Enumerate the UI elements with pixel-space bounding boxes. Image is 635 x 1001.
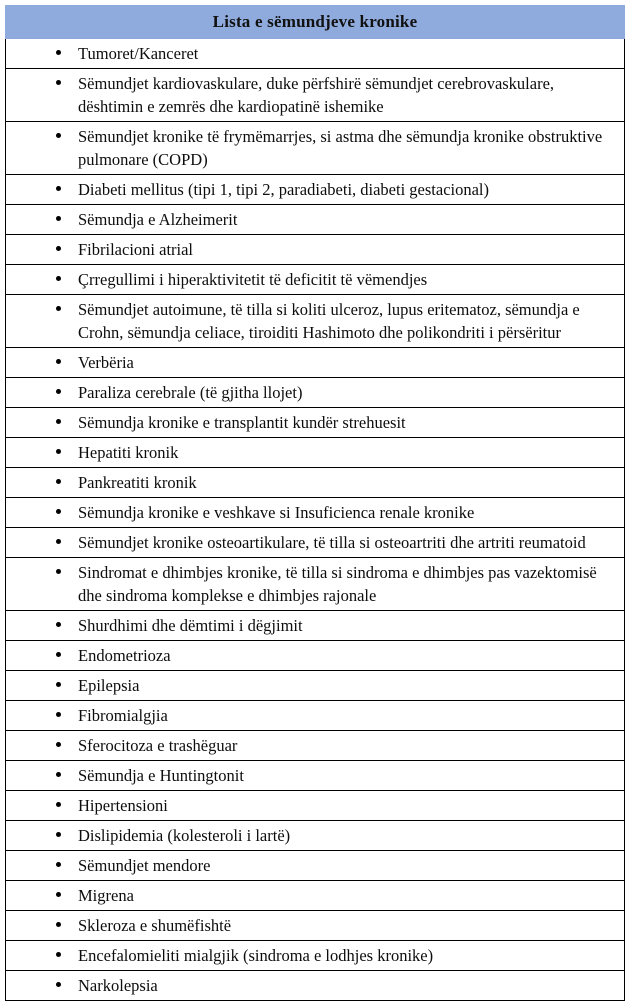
table-row <box>6 39 625 69</box>
table-cell <box>6 611 625 641</box>
table-row <box>6 498 625 528</box>
table-row <box>6 791 625 821</box>
list-item <box>6 911 624 940</box>
list-item-label: Hipertensioni <box>78 796 168 815</box>
list-item-label: Endometrioza <box>78 646 171 665</box>
table-cell <box>6 468 625 498</box>
bullet-icon <box>6 704 61 727</box>
table-row <box>6 881 625 911</box>
bullet-icon <box>6 884 61 907</box>
table-cell <box>6 761 625 791</box>
list-item <box>6 791 624 820</box>
list-item <box>6 641 624 670</box>
list-item-label: Sëmundjet kronike osteoartikulare, të tilla si osteoartriti dhe artriti reumatoid <box>78 533 586 552</box>
list-item-label: Hepatiti kronik <box>78 443 179 462</box>
bullet-icon <box>6 974 61 997</box>
table-row <box>6 295 625 348</box>
list-item-label: Sindromat e dhimbjes kronike, të tilla si sindroma e dhimbjes pas vazektomisë dhe sindroma komplekse e dhimbjes rajonale <box>78 563 597 605</box>
list-item-label: Sferocitoza e trashëguar <box>78 736 238 755</box>
list-item-label: Fibrilacioni atrial <box>78 240 194 259</box>
table-header-row <box>6 6 625 39</box>
bullet-icon <box>6 42 61 65</box>
table-cell <box>6 69 625 122</box>
bullet-icon <box>6 125 61 148</box>
bullet-icon <box>6 501 61 524</box>
list-item <box>6 701 624 730</box>
table-cell <box>6 911 625 941</box>
list-item <box>6 348 624 377</box>
table-cell <box>6 558 625 611</box>
table-header-cell <box>6 6 625 39</box>
bullet-icon <box>6 381 61 404</box>
disease-list-table <box>5 5 625 1001</box>
table-row <box>6 468 625 498</box>
list-item-label: Skleroza e shumëfishtë <box>78 916 232 935</box>
table-cell <box>6 295 625 348</box>
list-item <box>6 731 624 760</box>
table-cell <box>6 122 625 175</box>
list-item-label: Fibromialgjia <box>78 706 168 725</box>
table-cell <box>6 175 625 205</box>
table-row <box>6 671 625 701</box>
list-item <box>6 761 624 790</box>
table-row <box>6 851 625 881</box>
list-item-label: Sëmundjet kronike të frymëmarrjes, si astma dhe sëmundja kronike obstruktive pulmonare (COPD) <box>78 127 603 169</box>
bullet-icon <box>6 764 61 787</box>
table-row <box>6 408 625 438</box>
table-row <box>6 265 625 295</box>
table-body <box>6 39 625 1001</box>
table-cell <box>6 671 625 701</box>
list-item-label: Diabeti mellitus (tipi 1, tipi 2, paradiabeti, diabeti gestacional) <box>78 180 490 199</box>
list-item <box>6 611 624 640</box>
table-row <box>6 701 625 731</box>
list-item-label: Dislipidemia (kolesteroli i lartë) <box>78 826 291 845</box>
list-item-label: Epilepsia <box>78 676 140 695</box>
bullet-icon <box>6 644 61 667</box>
bullet-icon <box>6 471 61 494</box>
list-item-label: Sëmundja e Huntingtonit <box>78 766 244 785</box>
table-cell <box>6 235 625 265</box>
table-row <box>6 971 625 1001</box>
table-row <box>6 175 625 205</box>
table-row <box>6 731 625 761</box>
bullet-icon <box>6 914 61 937</box>
list-item-label: Sëmundjet kardiovaskulare, duke përfshirë sëmundjet cerebrovaskulare, dështimin e zemrës dhe kardiopatinë ishemike <box>78 74 555 116</box>
bullet-icon <box>6 674 61 697</box>
table-cell <box>6 498 625 528</box>
bullet-icon <box>6 441 61 464</box>
table-cell <box>6 378 625 408</box>
list-item <box>6 558 624 610</box>
list-item <box>6 235 624 264</box>
table-cell <box>6 701 625 731</box>
list-item-label: Shurdhimi dhe dëmtimi i dëgjimit <box>78 616 303 635</box>
list-item-label: Sëmundja kronike e veshkave si Insuficienca renale kronike <box>78 503 475 522</box>
list-item <box>6 295 624 347</box>
table-row <box>6 761 625 791</box>
bullet-icon <box>6 944 61 967</box>
bullet-icon <box>6 734 61 757</box>
bullet-icon <box>6 238 61 261</box>
list-item-label: Tumoret/Kanceret <box>78 44 199 63</box>
table-row <box>6 205 625 235</box>
list-item <box>6 39 624 68</box>
list-item-label: Sëmundjet autoimune, të tilla si koliti ulceroz, lupus eritematoz, sëmundja e Crohn, sëmundja celiace, tiroiditi Hashimoto dhe polikondriti i përsëritur <box>78 300 580 342</box>
table-row <box>6 911 625 941</box>
table-row <box>6 69 625 122</box>
table-cell <box>6 941 625 971</box>
list-item-label: Encefalomieliti mialgjik (sindroma e lodhjes kronike) <box>78 946 434 965</box>
table-cell <box>6 731 625 761</box>
list-item <box>6 265 624 294</box>
table-row <box>6 378 625 408</box>
bullet-icon <box>6 208 61 231</box>
list-item <box>6 881 624 910</box>
table-cell <box>6 348 625 378</box>
table-cell <box>6 39 625 69</box>
bullet-icon <box>6 531 61 554</box>
list-item <box>6 69 624 121</box>
table-row <box>6 235 625 265</box>
bullet-icon <box>6 268 61 291</box>
list-item <box>6 941 624 970</box>
list-item <box>6 122 624 174</box>
table-row <box>6 348 625 378</box>
list-item <box>6 851 624 880</box>
list-item-label: Çrregullimi i hiperaktivitetit të deficitit të vëmendjes <box>78 270 428 289</box>
list-item <box>6 528 624 557</box>
table-row <box>6 558 625 611</box>
list-item-label: Pankreatiti kronik <box>78 473 197 492</box>
list-item-label: Sëmundjet mendore <box>78 856 211 875</box>
list-item-label: Sëmundja kronike e transplantit kundër strehuesit <box>78 413 406 432</box>
table-cell <box>6 971 625 1001</box>
table-cell <box>6 851 625 881</box>
table-row <box>6 611 625 641</box>
disease-list-table-wrapper <box>5 5 625 1001</box>
table-head <box>6 6 625 39</box>
table-row <box>6 438 625 468</box>
bullet-icon <box>6 351 61 374</box>
list-item-label: Sëmundja e Alzheimerit <box>78 210 238 229</box>
list-item <box>6 498 624 527</box>
list-item <box>6 175 624 204</box>
table-cell <box>6 791 625 821</box>
bullet-icon <box>6 178 61 201</box>
table-title: Lista e sëmundjeve kronike <box>212 12 418 31</box>
bullet-icon <box>6 298 61 321</box>
table-cell <box>6 881 625 911</box>
list-item <box>6 671 624 700</box>
table-row <box>6 641 625 671</box>
list-item <box>6 971 624 1000</box>
list-item-label: Paraliza cerebrale (të gjitha llojet) <box>78 383 303 402</box>
table-cell <box>6 408 625 438</box>
table-row <box>6 941 625 971</box>
table-row <box>6 122 625 175</box>
table-row <box>6 528 625 558</box>
table-cell <box>6 641 625 671</box>
list-item-label: Migrena <box>78 886 134 905</box>
bullet-icon <box>6 72 61 95</box>
list-item <box>6 408 624 437</box>
list-item <box>6 438 624 467</box>
list-item <box>6 378 624 407</box>
list-item-label: Narkolepsia <box>78 976 158 995</box>
bullet-icon <box>6 614 61 637</box>
table-cell <box>6 205 625 235</box>
list-item <box>6 468 624 497</box>
list-item <box>6 205 624 234</box>
list-item-label: Verbëria <box>78 353 134 372</box>
bullet-icon <box>6 854 61 877</box>
bullet-icon <box>6 411 61 434</box>
table-cell <box>6 438 625 468</box>
table-cell <box>6 265 625 295</box>
bullet-icon <box>6 794 61 817</box>
table-cell <box>6 528 625 558</box>
bullet-icon <box>6 561 61 584</box>
